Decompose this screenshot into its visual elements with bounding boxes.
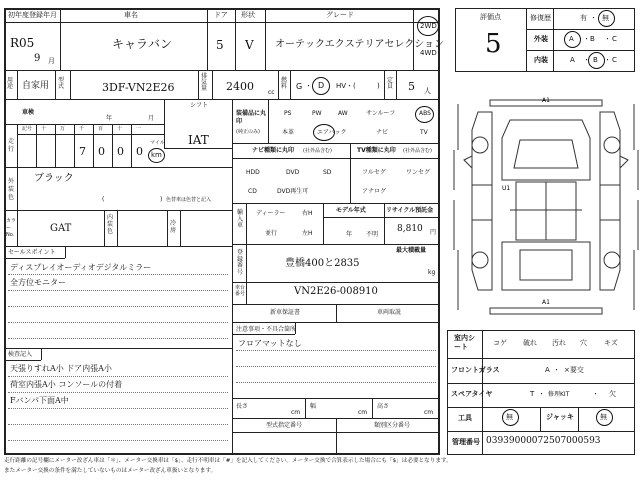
recycle-label: リサイクル預託金 [386,207,434,214]
dotted-rule [8,274,228,275]
diagram-seat-lines [510,182,582,280]
rule [117,210,118,246]
interior-seat-item: 汚れ [552,339,566,347]
capacity-label: 定員 [387,77,394,90]
exterior-grade-label: 外装 [534,35,548,43]
fuel-d: D [318,81,325,90]
tv-item-oneseg: ワンセグ [406,169,431,176]
rule [70,71,71,99]
use-value: 自家用 [22,81,50,91]
inspection-year: 年 [106,115,113,122]
rule [246,244,247,282]
model-value: 3DF-VN2E26 [102,81,175,94]
navi-title: ナビ種類に丸印 [252,147,295,154]
dotted-rule [8,290,228,291]
rule [41,349,42,360]
rule [55,124,56,167]
diagram-wheel-rr [604,252,620,268]
mileage-digit-label: 一 [136,126,142,132]
rule [447,383,635,384]
rule [233,322,439,323]
rule [5,124,164,125]
dotted-rule [8,440,228,441]
dotted-rule [236,382,436,383]
rule [350,143,351,203]
vehicle-manual: 車両取説 [377,309,402,316]
mileage-digit: 0 [117,145,124,158]
equipment-item: AW [338,110,348,117]
max-load-unit: kg [428,269,436,276]
rule [60,9,61,70]
mileage-digit: 0 [136,145,143,158]
rule [447,407,635,408]
interior-seat-item: 穴 [580,339,587,347]
coolant-label: 冷房 [170,220,177,235]
rule [323,203,324,244]
color-no-label: カラーNo. [6,218,17,238]
shape-label: 形状 [241,11,255,19]
interior-seat-label: 室内シート [454,334,475,352]
drive-4wd: 4WD [420,49,437,57]
rule [17,124,18,167]
rule [447,358,635,359]
height-unit: cm [424,409,434,416]
rule [235,9,236,70]
rule [5,360,41,361]
navi-note: (社外品含む) [303,148,332,154]
shift-value: IAT [188,133,209,147]
rule [5,348,232,349]
exterior-paren: ( [102,196,105,203]
mileage-digit: 0 [98,145,105,158]
rule [198,71,199,99]
rule [233,158,439,159]
selling-points-label: セールスポイント [8,249,56,256]
class-label: 類別区分番号 [374,422,411,429]
mileage-digit: 7 [79,145,86,158]
footer-line-1: 走行距離の記号欄にメーター改ざん車は「＊」、メーター交換車は「$」、走行不明車は「#」を記入してください。メーター交換で合算表示した場合にも「$」は必要となります。 [4,458,452,464]
rule [233,203,439,204]
capacity-value: 5 [408,80,415,93]
rule [131,124,132,167]
tv-item-analog: アナログ [362,188,387,195]
diagram-wheel-fl [472,137,488,153]
car-damage-diagram [450,90,640,325]
diagram-left-side [454,104,458,310]
interior-grade: C [612,56,617,64]
length-label: 長さ [236,403,249,410]
rule [17,134,164,135]
rule [55,71,56,99]
interior-grade: A [570,56,575,64]
rule [396,71,397,99]
diagram-body-rear [502,242,590,290]
equipment-item: ABS [419,110,431,117]
km-label: km [151,151,162,159]
fuel-hv: HV・( [336,82,356,90]
dotted-rule [8,408,228,409]
navi-item-dvd: DVD [286,169,300,176]
car-name-label: 車名 [124,11,138,19]
person-unit: 人 [424,87,431,95]
import-right: 右H [302,210,313,217]
footer-line-2: またメーター交換の条件を満たしていないものはメーター改ざん車扱いとなります。 [4,468,217,474]
inspector-label: 検査記入 [8,351,33,358]
navi-item-cd: CD [248,188,257,195]
inspection-label: 車検 [22,109,35,116]
rule [5,167,232,168]
diagram-windshield [514,140,578,168]
fuel-paren: ) [377,82,380,90]
rule [526,8,527,72]
interior-grade-label: 内装 [534,56,548,64]
spare-kit: 修理KIT [548,391,570,398]
rule [5,22,439,23]
mileage-digit-label: 記号 [22,126,33,132]
rule [578,407,579,431]
dotted-rule [8,424,228,425]
navi-item-hdd: HDD [246,169,260,176]
rule [167,210,168,246]
equipment-note: (純正のみ) [236,129,260,135]
rule [233,334,295,335]
windshield-label: フロントガラス [451,366,500,374]
model-year-unknown: 不明 [366,231,379,238]
grade-value: オーテックエクステリアセレクション [275,39,444,50]
windshield-replaced: ×要交 [564,366,584,374]
recycle-unit: 円 [430,229,437,236]
spare-t: T [530,390,535,398]
navi-item-sd: SD [323,169,332,176]
rule [553,8,554,72]
windshield-value: A [545,366,550,374]
spare-label: スペアタイヤ [451,390,493,398]
exterior-label: 外装色 [8,178,15,201]
cc-unit: cc [268,89,275,96]
tools-value: 無 [506,413,513,421]
mileage-digit-label: 千 [79,126,85,132]
rule [5,258,65,259]
jack-value: 無 [600,413,607,421]
rule [384,203,385,244]
rule [278,71,279,99]
exterior-paren-close: ) [160,196,163,203]
length-unit: cm [291,409,301,416]
inspector-line-3: Fバンパ下面A中 [10,396,69,405]
diagram-label-u1: U1 [502,185,511,192]
tv-title: TV種類に丸印 [357,147,396,154]
selling-point-line-1: ディスプレイオーディオデジタルミラー [10,263,152,272]
diagram-body-top [502,120,590,180]
fuel-label: 燃料 [281,77,288,90]
model-label: 型式 [58,77,65,90]
type-approval-label: 型式指定番号 [266,422,303,429]
recycle-value: 8,810 [397,224,423,234]
mileage-digit-label: 万 [60,126,66,132]
notes-label: 注意事項・不具合箇所 [236,326,297,333]
exterior-note: 色替車は色替と記入 [166,197,212,203]
shift-label: シフト [190,102,209,109]
rule [233,143,439,144]
rule [447,431,635,432]
interior-color-label: 内装色 [107,214,114,236]
rule [5,210,232,211]
rule [265,9,266,70]
rule [384,71,385,99]
rule [295,323,296,334]
mileage-digit-label: 百 [98,126,104,132]
rule [233,244,439,245]
exterior-grade: B [590,35,595,43]
equipment-item: 本革 [282,129,295,136]
width-unit: cm [358,409,368,416]
spare-dot: ・ [538,390,545,398]
dotted-rule [8,338,228,339]
reg-year-value: R05 [10,36,35,50]
score-value: 5 [485,29,502,59]
tv-note: (社外品含む) [403,148,432,154]
reg-year-label: 初年度登録年月 [8,11,57,19]
diagram-label-a1-top: A1 [542,97,550,104]
rule [526,29,634,30]
reg-month-value: 9 [34,53,41,64]
registration-value: 豊橋400と2835 [285,258,360,269]
dotted-rule [8,392,228,393]
rule [17,210,18,246]
dotted-rule [236,366,436,367]
selling-point-line-2: 全方位モニター [10,278,66,287]
import-parallel: 並行 [265,230,278,237]
rule [207,9,208,70]
interior-grade: B [593,56,598,64]
chassis-value: VN2E26-008910 [294,286,378,297]
fuel-dot: ・ [305,82,312,90]
repair-dot: ・ [590,14,597,22]
mileage-digit-label: 十 [41,126,47,132]
new-car-warranty: 新車保証書 [270,309,301,316]
diagram-wheel-rl [472,252,488,268]
rule [233,432,439,433]
rule [323,217,439,218]
grade-label: グレード [326,11,354,19]
equipment-label: 装備品に丸印 [236,110,267,125]
repair-no: 無 [602,14,609,22]
equipment-item: TV [420,129,428,136]
diagram-wheel-fr [604,137,620,153]
rule [233,282,439,283]
use-label: 用途 [7,77,14,90]
jack-label: ジャッキ [546,413,574,421]
displacement-value: 2400 [226,80,254,93]
notes-line-1: フロアマットなし [238,339,302,348]
model-year-year: 年 [346,231,353,238]
score-label: 評価点 [480,13,501,21]
equipment-item: PW [312,110,322,117]
management-value: 03939000072507000593 [486,436,601,446]
rule [5,99,439,100]
inspection-month: 月 [148,115,155,122]
import-dealer: ディーラー [256,210,286,217]
repair-label: 修復歴 [530,14,551,22]
diagram-mirror-right [620,156,628,168]
exterior-grade: ・ [583,35,590,43]
exterior-grade: ・ [604,35,611,43]
rule [17,167,18,210]
spare-none: 欠 [609,390,616,398]
dotted-rule [8,322,228,323]
exterior-grade: C [612,35,617,43]
tv-item-fullseg: フルセグ [362,169,386,176]
mileage-label: 走行 [8,138,15,153]
rule [36,124,37,167]
rule [233,398,439,399]
rule [180,210,181,246]
mileage-digit-label: 十 [117,126,123,132]
chassis-label: 車台番号 [235,285,246,297]
spare-dot-2: ・ [592,390,599,398]
dotted-rule [8,376,228,377]
equipment-item: サンルーフ [366,110,396,117]
rule [65,247,66,258]
windshield-sep: ・ [553,366,560,374]
interior-seat-item: 破れ [523,339,537,347]
equipment-item: PS [284,110,292,117]
displacement-label: 排気量 [201,73,208,92]
mile-label: マイル [150,140,165,146]
rule [93,124,94,167]
rule [74,124,75,167]
rule [268,100,269,143]
color-no-value: GAT [50,223,72,234]
width-label: 幅 [310,403,317,410]
shape-value: V [245,38,254,52]
rule [5,246,232,247]
rule [336,418,337,455]
interior-grade: ・ [583,56,590,64]
repair-yes: 有 [580,14,587,22]
rule [336,304,337,322]
car-name-value: キャラバン [112,37,173,51]
inspector-line-2: 荷室内張A小 コンソールの付着 [10,380,123,389]
height-label: 高さ [377,403,390,410]
drive-2wd: 2WD [420,22,437,30]
diagram-label-a1-bottom: A1 [542,299,550,306]
navi-item-dvd-play: DVD再生可 [277,188,309,195]
diagram-rear-bumper [490,308,602,314]
management-label: 管理番号 [452,438,480,446]
max-load-label: 最大積載量 [396,247,427,254]
rule [246,282,247,304]
model-year-label: モデル年式 [336,207,366,214]
exterior-grade: A [569,35,574,43]
import-label: 輸入車 [237,209,244,230]
rule [232,100,233,455]
interior-seat-item: キズ [604,339,618,347]
interior-grade: ・ [604,56,611,64]
import-left: 左H [302,230,313,237]
inspector-line-1: 天張りすれA小 ドア内張A小 [10,364,112,373]
diagram-mirror-left [464,156,472,168]
rule [212,71,213,99]
diagram-right-side [634,104,638,310]
rule [104,210,105,246]
dotted-rule [236,350,436,351]
equipment-item: ナビ [376,129,389,136]
rule [246,203,247,244]
rule [290,71,291,99]
rule [305,398,306,418]
rule [17,71,18,99]
fuel-g: G [296,82,303,91]
registration-label: 登録番号 [237,249,244,276]
exterior-value: ブラック [34,173,74,184]
reg-month-unit: 月 [48,57,55,65]
rule [112,124,113,167]
door-label: ドア [214,11,228,19]
interior-seat-item: コゲ [493,339,507,347]
rule [540,407,541,431]
equipment-item: エアバック [317,129,347,136]
rule [526,50,634,51]
rule [372,398,373,418]
dotted-rule [8,306,228,307]
tools-label: 工具 [458,414,472,422]
rule [164,148,232,149]
doors-value: 5 [216,38,224,52]
